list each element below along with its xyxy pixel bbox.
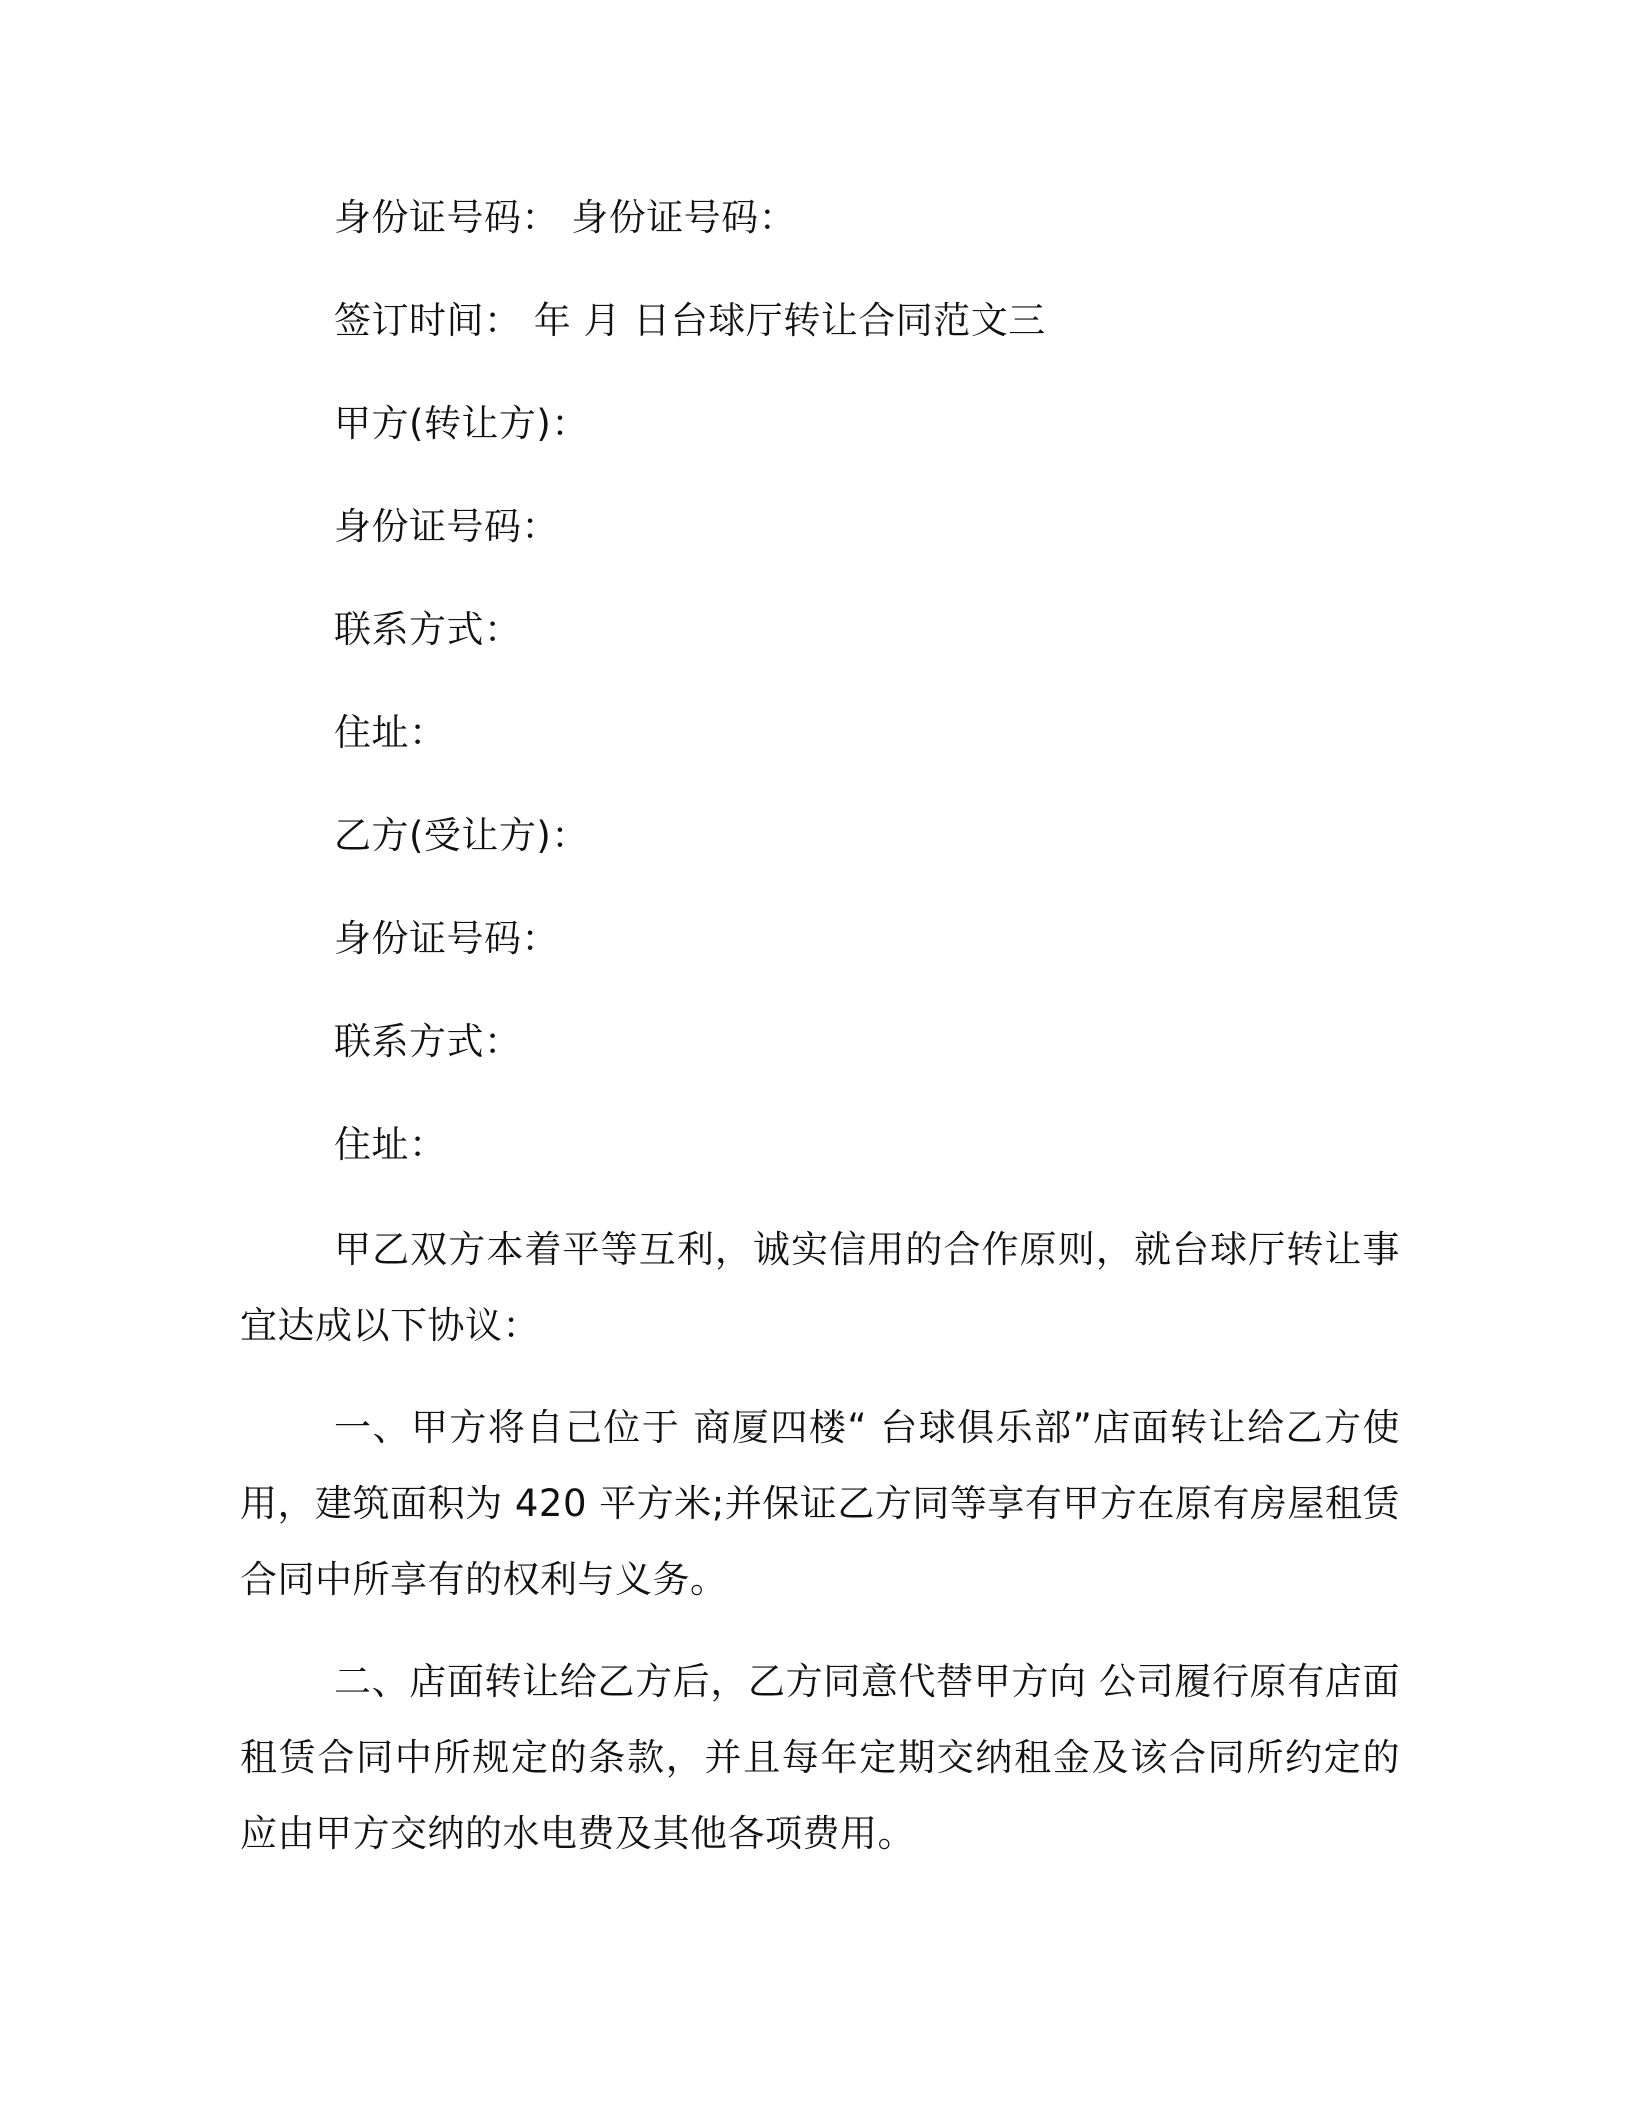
signing-date-line: 签订时间： 年 月 日台球厅转让合同范文三: [334, 299, 1046, 342]
id-number-line: 身份证号码： 身份证号码：: [334, 196, 797, 239]
party-b-address: 住址：: [334, 1123, 447, 1166]
party-b-label: 乙方(受让方)：: [334, 814, 589, 857]
party-a-address: 住址：: [334, 711, 447, 754]
party-a-contact: 联系方式：: [334, 608, 522, 651]
agreement-intro-paragraph: 甲乙双方本着平等互利，诚实信用的合作原则，就台球厅转让事宜达成以下协议：: [240, 1228, 1400, 1347]
party-a-label: 甲方(转让方)：: [334, 402, 589, 445]
clause-one-paragraph: 一、甲方将自己位于 商厦四楼“ 台球俱乐部”店面转让给乙方使用，建筑面积为 420 平方米;并保证乙方同等享有甲方在原有房屋租赁合同中所享有的权利与义务。: [240, 1406, 1400, 1601]
party-a-id-number: 身份证号码：: [334, 505, 559, 548]
party-b-contact: 联系方式：: [334, 1020, 522, 1063]
party-b-id-number: 身份证号码：: [334, 917, 559, 960]
clause-two-paragraph: 二、店面转让给乙方后，乙方同意代替甲方向 公司履行原有店面租赁合同中所规定的条款，并且每年定期交纳租金及该合同所约定的应由甲方交纳的水电费及其他各项费用。: [240, 1660, 1400, 1855]
